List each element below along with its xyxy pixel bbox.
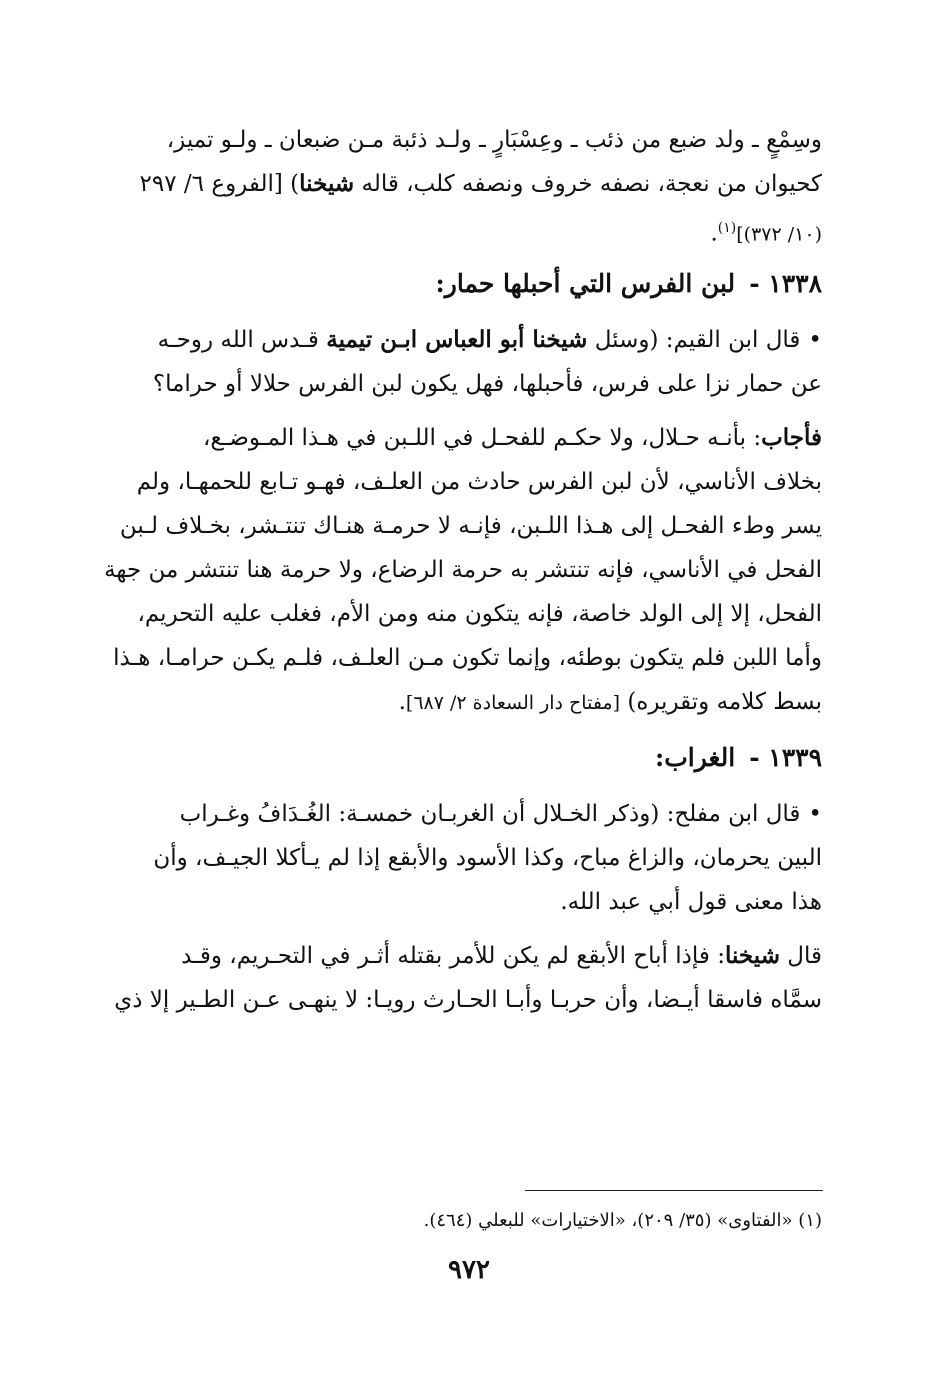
text-line: الفحل، إلا إلى الولد خاصة، فإنه يتكون منه ومن الأم، فغلب عليه التحريم، <box>137 601 822 627</box>
footnote: (١) «الفتاوى» (٣٥/ ٢٠٩)، «الاختيارات» للبعلي (٤٦٤). <box>423 1210 822 1231</box>
paragraph-answer <box>82 416 822 724</box>
text-line <box>82 680 822 724</box>
text-line: البين يحرمان، والزاغ مباح، وكذا الأسود والأبقع إذا لم يـأكلا الجيـف، وأن <box>153 845 822 871</box>
text-line: سمَّاه فاسقا أيـضا، وأن حربـا وأبـا الحـارث رويـا: لا ينهـى عـن الطـير إلا ذي <box>114 987 822 1013</box>
bold-span: شيخنا <box>299 170 355 197</box>
citation: [مفتاح دار السعادة ٢/ ٦٨٧] <box>405 692 621 714</box>
text-line: وسِمْعٍ ـ ولد ضبع من ذئب ـ وعِسْبَارٍ ـ ولـد ذئبة مـن ضبعان ـ ولـو تميز، <box>166 127 822 153</box>
text-span: ) [الفروع ٦/ ٢٩٧ <box>139 171 300 197</box>
bold-span: شيخنا <box>724 942 780 969</box>
text-span: . <box>710 220 718 247</box>
section-heading-1338 <box>82 262 822 306</box>
text-line: الفحل في الأناسي، فإنه تنتشر به حرمة الرضاع، ولا حرمة هنا تنتشر من جهة <box>104 557 822 583</box>
page-body <box>82 118 822 1032</box>
section-title: لبن الفرس التي أحبلها حمار: <box>435 269 736 298</box>
text-span: قـدس الله روحـه <box>157 327 327 353</box>
page-number: ٩٧٢ <box>448 1255 490 1285</box>
text-line: يسر وطء الفحـل إلى هـذا اللـبن، فإنـه لا حرمـة هنـاك تنتـشر، بخـلاف لـبن <box>119 513 822 539</box>
text-span: قال ابن مفلح: (وذكر الخـلال أن الغربـان خمسـة: الغُـدَافُ وغـراب <box>179 801 801 827</box>
section-number: ١٣٣٨ - <box>749 269 822 298</box>
citation: (١٠/ ٣٧٢)] <box>736 223 822 246</box>
paragraph-crows <box>82 792 822 924</box>
text-span: قال <box>779 943 822 969</box>
text-line: هذا معنى قول أبي عبد الله. <box>560 889 822 915</box>
footnote-marker: (١) <box>717 220 737 236</box>
text-span: : بأنـه حـلال، ولا حكـم للفحـل في اللـبن في هـذا المـوضـع، <box>203 425 762 451</box>
text-span: كحيوان من نعجة، نصفه خروف ونصفه كلب، قاله <box>354 171 822 197</box>
text-line: بخلاف الأناسي، لأن لبن الفرس حادث من العلـف، فهـو تـابع للحمهـا، ولم <box>136 469 822 495</box>
text-line <box>82 934 822 978</box>
text-span: . <box>398 689 406 715</box>
text-line <box>82 318 822 362</box>
text-line <box>82 206 822 250</box>
section-heading-1339 <box>82 736 822 780</box>
bullet-icon: • <box>808 801 822 827</box>
section-number: ١٣٣٩ - <box>749 743 822 772</box>
text-line <box>82 416 822 460</box>
text-line <box>82 162 822 206</box>
bullet-icon: • <box>808 327 822 353</box>
section-title: الغراب: <box>655 743 736 772</box>
bold-span: شيخنا أبو العباس ابـن تيمية <box>326 326 588 353</box>
text-span: : فإذا أباح الأبقع لم يكن للأمر بقتله أثـر في التحـريم، وقـد <box>181 943 725 969</box>
paragraph-question <box>82 318 822 406</box>
text-line: عن حمار نزا على فرس، فأحبلها، فهل يكون لبن الفرس حلالا أو حراما؟ <box>152 371 822 397</box>
text-span: قال ابن القيم: (وسئل <box>587 327 801 353</box>
paragraph-shaykh <box>82 934 822 1022</box>
text-line <box>82 792 822 836</box>
text-span: بسط كلامه وتقريره) <box>620 689 822 715</box>
text-line: وأما اللبن فلم يتكون بوطئه، وإنما تكون مـن العلـف، فلـم يكـن حرامـا، هـذا <box>113 645 822 671</box>
paragraph-continuation <box>82 118 822 250</box>
bold-span: فأجاب <box>761 424 822 451</box>
footnote-divider <box>525 1190 823 1191</box>
